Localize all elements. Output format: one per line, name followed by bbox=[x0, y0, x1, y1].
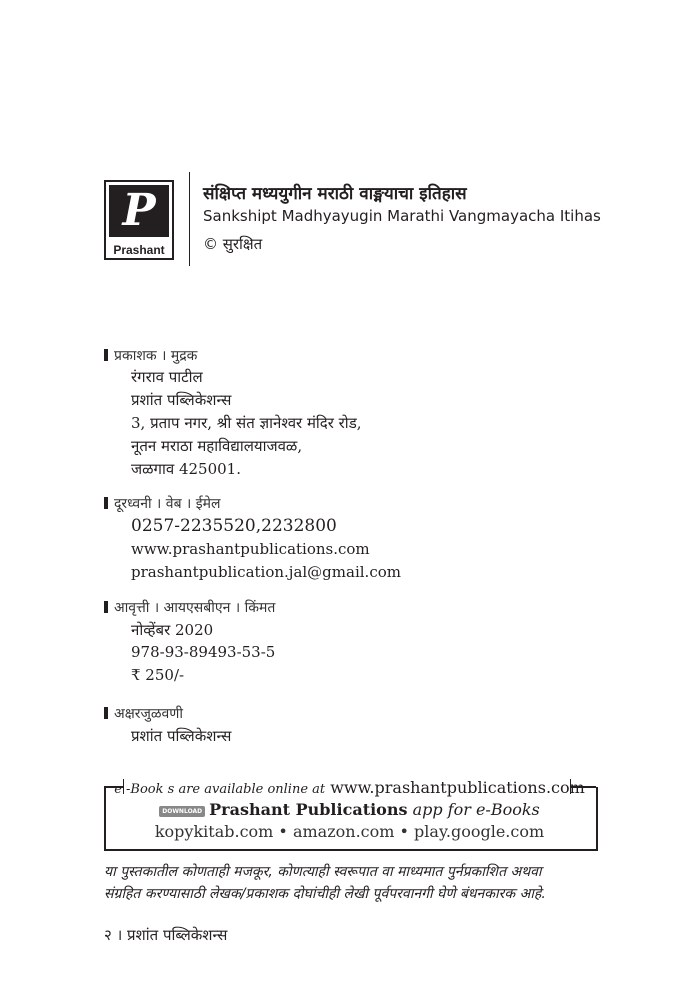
publisher-line: नूतन मराठा महाविद्यालयाजवळ, bbox=[131, 437, 303, 455]
logo-name: Prashant bbox=[113, 243, 165, 257]
phone: 0257-2235520,2232800 bbox=[131, 516, 337, 536]
publisher-line: प्रशांत पब्लिकेशन्स bbox=[131, 391, 232, 409]
ebook-intro: e -Book s are available online at bbox=[114, 782, 326, 797]
section-label-contact: दूरध्वनी । वेब । ईमेल bbox=[104, 494, 221, 513]
ebook-url[interactable]: www.prashantpublications.com bbox=[330, 778, 585, 797]
price: ₹ 250/- bbox=[131, 666, 185, 684]
publisher-line: रंगराव पाटील bbox=[131, 368, 203, 386]
section-label-publisher: प्रकाशक । मुद्रक bbox=[104, 346, 197, 365]
ebook-intro-line bbox=[0, 778, 699, 797]
title-marathi: संक्षिप्त मध्ययुगीन मराठी वाङ्मयाचा इतिहास bbox=[203, 184, 467, 204]
edition: नोव्हेंबर 2020 bbox=[131, 621, 214, 639]
bullet: • bbox=[399, 822, 409, 841]
store-link[interactable]: kopykitab.com bbox=[154, 822, 274, 841]
title-english: Sankshipt Madhyayugin Marathi Vangmayacha Itihas bbox=[203, 207, 601, 225]
bullet: • bbox=[278, 822, 288, 841]
divider bbox=[189, 172, 190, 266]
publisher-line: जळगाव 425001. bbox=[131, 460, 241, 478]
store-list bbox=[0, 822, 699, 841]
page-footer: २ । प्रशांत पब्लिकेशन्स bbox=[104, 926, 228, 944]
website-link[interactable]: www.prashantpublications.com bbox=[131, 540, 370, 558]
notice-line: या पुस्तकातील कोणताही मजकूर, कोणत्याही स्वरूपात वा माध्यमात पुर्नप्रकाशित अथवा bbox=[104, 864, 542, 880]
ebook-app-line bbox=[0, 800, 699, 819]
isbn: 978-93-89493-53-5 bbox=[131, 643, 276, 661]
store-link[interactable]: play.google.com bbox=[414, 822, 545, 841]
typesetting: प्रशांत पब्लिकेशन्स bbox=[131, 727, 232, 745]
app-suffix: app for e-Books bbox=[412, 800, 540, 819]
logo-glyph: P bbox=[109, 185, 169, 237]
store-link[interactable]: amazon.com bbox=[292, 822, 395, 841]
copyright: © सुरक्षित bbox=[203, 235, 263, 253]
publisher-logo bbox=[104, 180, 174, 260]
section-label-edition: आवृत्ती । आयएसबीएन । किंमत bbox=[104, 598, 275, 617]
download-badge: DOWNLOAD bbox=[159, 806, 205, 817]
notice-line: संग्रहित करण्यासाठी लेखक/प्रकाशक दोघांचीही लेखी पूर्वपरवानगी घेणे बंधनकारक आहे. bbox=[104, 886, 546, 902]
publisher-line: 3, प्रताप नगर, श्री संत ज्ञानेश्वर मंदिर रोड, bbox=[131, 414, 362, 432]
email-link[interactable]: prashantpublication.jal@gmail.com bbox=[131, 563, 401, 581]
section-label-typesetting: अक्षरजुळवणी bbox=[104, 704, 183, 723]
app-name: Prashant Publications bbox=[209, 800, 408, 819]
